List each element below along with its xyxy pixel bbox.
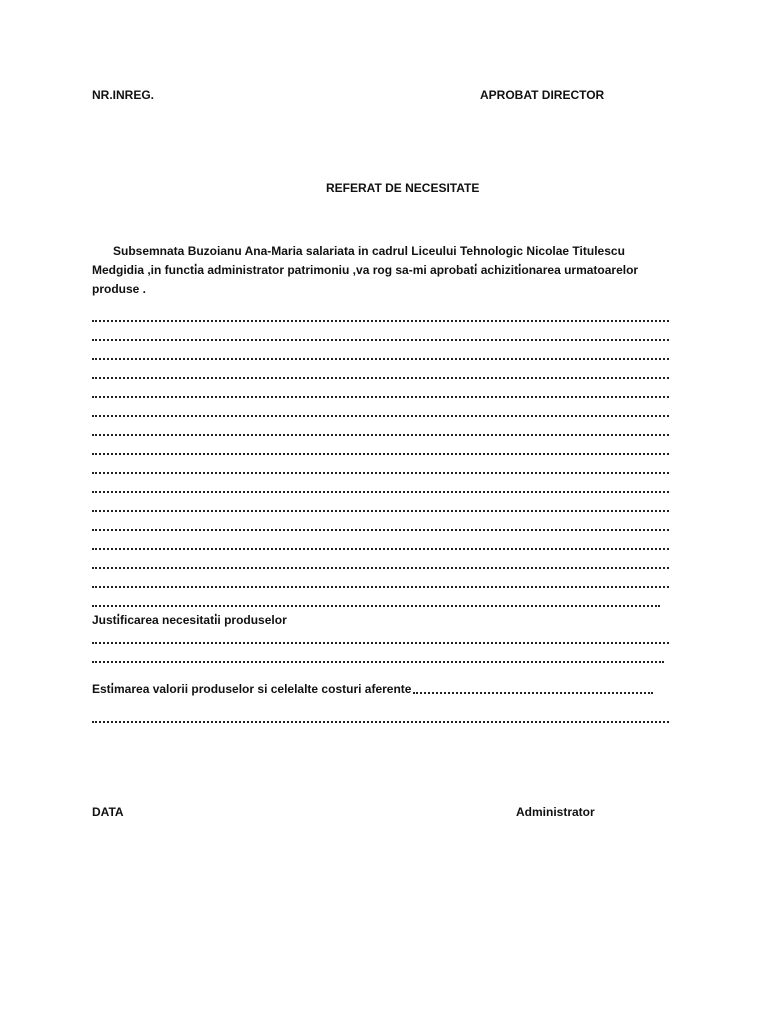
- registration-number-label: NR.INREG.: [92, 88, 155, 102]
- product-line-14[interactable]: [92, 567, 669, 569]
- estimate-line[interactable]: [92, 721, 669, 723]
- product-line-6[interactable]: [92, 415, 669, 417]
- product-line-3[interactable]: [92, 358, 669, 360]
- product-line-4[interactable]: [92, 377, 669, 379]
- request-text: Subsemnata Buzoianu Ana-Maria salariata in cadrul Liceului Tehnologic Nicolae Titulescu Medgidia ,in functi̇a administrator patrimoniu ,va rog sa-mi aprobati̇ achiziti̇onarea urmatoarelor produse .: [92, 244, 639, 296]
- estimate-inline-line[interactable]: [413, 692, 653, 694]
- product-line-8[interactable]: [92, 453, 669, 455]
- justification-line-2[interactable]: [92, 661, 664, 663]
- request-paragraph: [92, 242, 672, 299]
- estimate-row: [92, 682, 653, 696]
- document-title: REFERAT DE NECESITATE: [326, 181, 480, 195]
- product-line-10[interactable]: [92, 491, 669, 493]
- administrator-signature-label: Administrator: [516, 805, 595, 819]
- product-line-9[interactable]: [92, 472, 669, 474]
- product-line-7[interactable]: [92, 434, 669, 436]
- product-line-16[interactable]: [92, 605, 660, 607]
- product-line-12[interactable]: [92, 529, 669, 531]
- product-line-5[interactable]: [92, 396, 669, 398]
- justification-line-1[interactable]: [92, 642, 669, 644]
- product-line-11[interactable]: [92, 510, 669, 512]
- estimate-label: Esti̇marea valorii produselor si celelalte costuri aferente: [92, 682, 412, 696]
- date-label: DATA: [92, 805, 124, 819]
- product-line-15[interactable]: [92, 586, 669, 588]
- product-line-1[interactable]: [92, 320, 669, 322]
- justification-label: Justi̇ficarea necesitati̇i produselor: [92, 613, 287, 627]
- director-approval-label: APROBAT DIRECTOR: [480, 88, 605, 102]
- product-line-13[interactable]: [92, 548, 669, 550]
- product-line-2[interactable]: [92, 339, 669, 341]
